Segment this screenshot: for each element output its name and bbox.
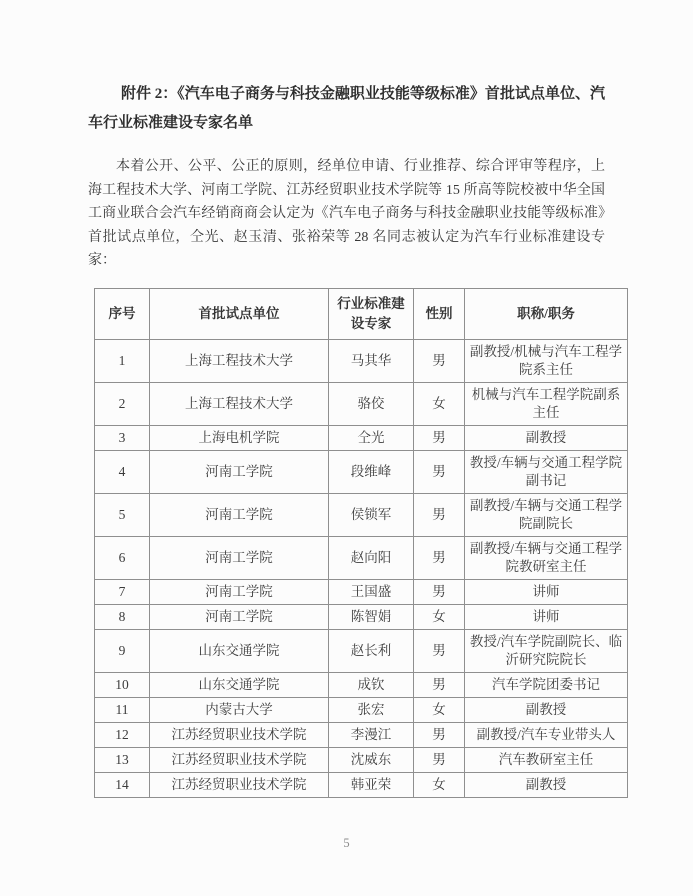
- table-cell: 13: [95, 747, 150, 772]
- table-cell: 副教授/车辆与交通工程学院教研室主任: [465, 536, 628, 579]
- table-cell: 8: [95, 604, 150, 629]
- table-cell: 段维峰: [329, 450, 414, 493]
- table-cell: 赵向阳: [329, 536, 414, 579]
- table-cell: 男: [414, 579, 465, 604]
- table-row: [95, 672, 628, 697]
- table-cell: 6: [95, 536, 150, 579]
- experts-table-body: [95, 339, 628, 797]
- table-cell: 汽车学院团委书记: [465, 672, 628, 697]
- table-row: [95, 579, 628, 604]
- table-cell: 男: [414, 672, 465, 697]
- table-row: [95, 604, 628, 629]
- table-cell: 12: [95, 722, 150, 747]
- table-cell: 内蒙古大学: [150, 697, 329, 722]
- table-cell: 女: [414, 382, 465, 425]
- table-cell: 王国盛: [329, 579, 414, 604]
- table-cell: 仝光: [329, 425, 414, 450]
- experts-table: [94, 288, 628, 798]
- table-cell: 副教授: [465, 697, 628, 722]
- table-cell: 男: [414, 722, 465, 747]
- table-cell: 陈智娟: [329, 604, 414, 629]
- table-cell: 山东交通学院: [150, 672, 329, 697]
- table-row: [95, 493, 628, 536]
- table-cell: 马其华: [329, 339, 414, 382]
- table-cell: 张宏: [329, 697, 414, 722]
- table-cell: 3: [95, 425, 150, 450]
- table-cell: 2: [95, 382, 150, 425]
- table-cell: 讲师: [465, 604, 628, 629]
- column-header: 职称/职务: [465, 288, 628, 339]
- table-cell: 河南工学院: [150, 536, 329, 579]
- table-cell: 教授/车辆与交通工程学院副书记: [465, 450, 628, 493]
- table-cell: 14: [95, 772, 150, 797]
- table-cell: 男: [414, 339, 465, 382]
- table-cell: 机械与汽车工程学院副系主任: [465, 382, 628, 425]
- table-cell: 副教授/车辆与交通工程学院副院长: [465, 493, 628, 536]
- table-cell: 男: [414, 425, 465, 450]
- column-header: 首批试点单位: [150, 288, 329, 339]
- table-cell: 讲师: [465, 579, 628, 604]
- table-cell: 10: [95, 672, 150, 697]
- table-cell: 赵长利: [329, 629, 414, 672]
- table-cell: 上海工程技术大学: [150, 382, 329, 425]
- table-row: [95, 697, 628, 722]
- table-row: [95, 425, 628, 450]
- page-number: 5: [343, 836, 350, 850]
- column-header: 序号: [95, 288, 150, 339]
- header-row: [95, 288, 628, 339]
- table-cell: 男: [414, 747, 465, 772]
- table-cell: 侯锁军: [329, 493, 414, 536]
- table-cell: 11: [95, 697, 150, 722]
- column-header: 行业标准建设专家: [329, 288, 414, 339]
- table-cell: 江苏经贸职业技术学院: [150, 722, 329, 747]
- table-cell: 男: [414, 536, 465, 579]
- table-cell: 韩亚荣: [329, 772, 414, 797]
- table-cell: 李漫江: [329, 722, 414, 747]
- table-cell: 山东交通学院: [150, 629, 329, 672]
- table-cell: 9: [95, 629, 150, 672]
- table-row: [95, 747, 628, 772]
- table-cell: 副教授/汽车专业带头人: [465, 722, 628, 747]
- table-row: [95, 450, 628, 493]
- table-cell: 男: [414, 629, 465, 672]
- table-cell: 沈威东: [329, 747, 414, 772]
- document-content: [88, 80, 623, 798]
- table-cell: 江苏经贸职业技术学院: [150, 747, 329, 772]
- table-cell: 上海电机学院: [150, 425, 329, 450]
- attachment-heading: 附件 2：《汽车电子商务与科技金融职业技能等级标准》首批试点单位、汽车行业标准建设专家名单: [88, 86, 605, 131]
- table-row: [95, 339, 628, 382]
- table-cell: 4: [95, 450, 150, 493]
- table-cell: 女: [414, 697, 465, 722]
- table-cell: 男: [414, 450, 465, 493]
- table-cell: 女: [414, 604, 465, 629]
- table-cell: 1: [95, 339, 150, 382]
- table-cell: 7: [95, 579, 150, 604]
- table-row: [95, 722, 628, 747]
- table-cell: 5: [95, 493, 150, 536]
- experts-table-head: [95, 288, 628, 339]
- table-cell: 女: [414, 772, 465, 797]
- table-cell: 河南工学院: [150, 450, 329, 493]
- table-cell: 江苏经贸职业技术学院: [150, 772, 329, 797]
- table-cell: 河南工学院: [150, 604, 329, 629]
- intro-paragraph: 本着公开、公平、公正的原则，经单位申请、行业推荐、综合评审等程序，上海工程技术大学、河南工学院、江苏经贸职业技术学院等 15 所高等院校被中华全国工商业联合会汽车经销商商会认定为《汽车电子商务与科技金融职业技能等级标准》首批试点单位，仝光、赵玉清、张裕荣等 28 名同志被认定为汽车行业标准建设专家：: [88, 159, 605, 268]
- table-cell: 河南工学院: [150, 493, 329, 536]
- table-row: [95, 536, 628, 579]
- table-cell: 教授/汽车学院副院长、临沂研究院院长: [465, 629, 628, 672]
- table-row: [95, 629, 628, 672]
- table-row: [95, 382, 628, 425]
- table-cell: 副教授: [465, 425, 628, 450]
- table-cell: 汽车教研室主任: [465, 747, 628, 772]
- table-cell: 河南工学院: [150, 579, 329, 604]
- table-cell: 上海工程技术大学: [150, 339, 329, 382]
- table-cell: 骆佼: [329, 382, 414, 425]
- column-header: 性别: [414, 288, 465, 339]
- table-cell: 成钦: [329, 672, 414, 697]
- table-cell: 副教授/机械与汽车工程学院系主任: [465, 339, 628, 382]
- table-row: [95, 772, 628, 797]
- table-cell: 男: [414, 493, 465, 536]
- table-cell: 副教授: [465, 772, 628, 797]
